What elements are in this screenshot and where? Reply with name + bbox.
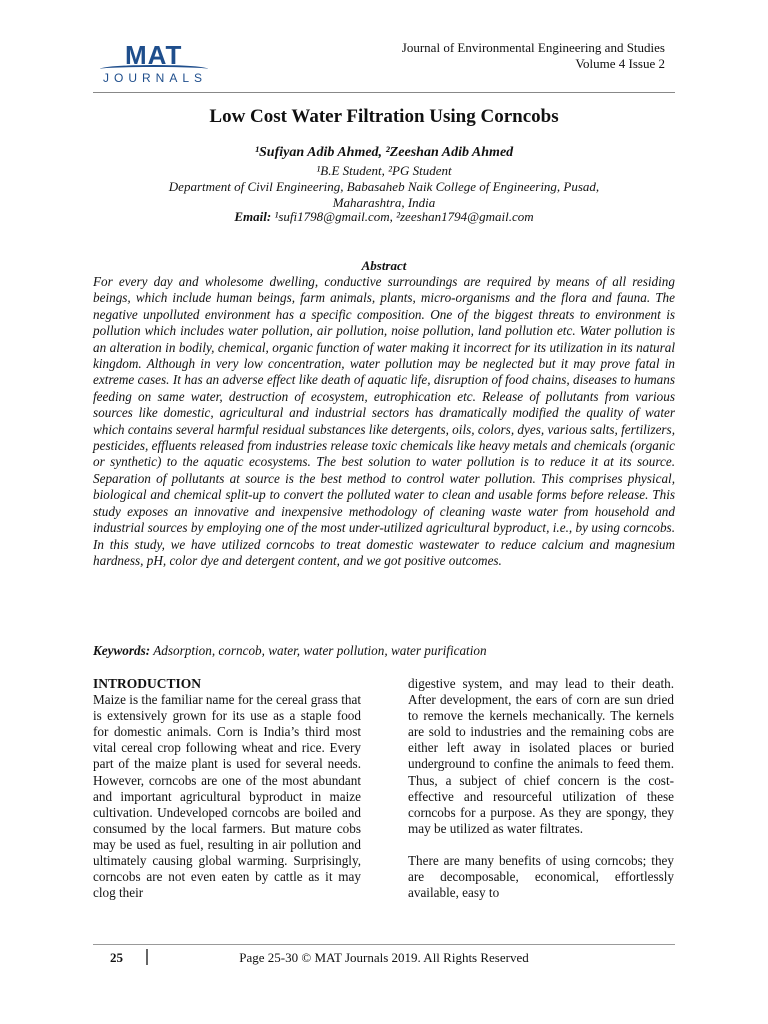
paper-title: Low Cost Water Filtration Using Corncobs xyxy=(209,106,559,127)
paper-authors: ¹Sufiyan Adib Ahmed, ²Zeeshan Adib Ahmed xyxy=(254,145,514,160)
intro-paragraph-3: There are many benefits of using corncobs; they are decomposable, economical, effortlessly available, easy to xyxy=(408,852,674,901)
email-value: ¹sufi1798@gmail.com, ²zeeshan1794@gmail.com xyxy=(271,209,534,224)
body-column-left xyxy=(93,676,361,901)
email-label: Email: xyxy=(234,209,272,224)
journal-logo-mat: MAT xyxy=(125,40,183,70)
email-line xyxy=(0,209,768,225)
section-heading-introduction: INTRODUCTION xyxy=(93,676,202,691)
page-number: 25 xyxy=(110,950,123,965)
journal-name: Journal of Environmental Engineering and Studies xyxy=(401,40,665,55)
affiliation-line-2: Maharashtra, India xyxy=(332,195,436,210)
footer-copyright: Page 25-30 © MAT Journals 2019. All Rights Reserved xyxy=(239,950,529,965)
journal-volume: Volume 4 Issue 2 xyxy=(575,56,665,71)
journal-logo-journals: JOURNALS xyxy=(103,71,208,85)
affiliation xyxy=(0,179,768,211)
abstract-heading: Abstract xyxy=(361,258,407,273)
intro-paragraph-2: digestive system, and may lead to their death. After development, the ears of corn are sun dried to remove the kernels mechanically. The kernels are sold to industries and the remaining cobs are either left away in isolated places or buried underground to confine the animals to feed them. Thus, a subject of chief concern is the cost-effective and resourceful utilization of these corncobs for a purpose. As they are spongy, they may be utilized as water filtrates. xyxy=(408,676,674,836)
keywords-value: Adsorption, corncob, water, water pollution, water purification xyxy=(150,643,487,658)
footer-divider xyxy=(93,944,675,945)
header-divider xyxy=(93,92,675,93)
abstract-text: For every day and wholesome dwelling, conductive surroundings are required by means of all residing beings, which include human beings, farm animals, plants, micro-organisms and the flora and fauna. The negative unpolluted environment has a specific composition. One of the biggest threats to environment is pollution which includes water pollution, air pollution, noise pollution, land pollution etc. Water pollution is an alteration in bodily, chemical, organic function of water making it incorrect for its utilization in its natural kingdom. Although in very low concentration, water pollution may be neglected but it may prove fatal in extreme cases. It has an adverse effect like death of aquatic life, disruption of food chains, diseases to humans feeding on same water, destruction of ecosystem, eutrophication etc. Release of pollutants from various sources like domestic, agricultural and industrial sectors has dramatically modified the quality of water which contains several harmful residual substances like detergents, oils, colors, dyes, various salts, fertilizers, pesticides, effluents released from industries release toxic chemicals like heavy metals and chemicals (organic or synthetic) to the aquatic ecosystems. The best solution to water pollution is to reduce it at its source. Separation of pollutants at source is the best method to control water pollution. This comprises physical, biological and chemical split-up to convert the polluted water to clean and usable forms before release. This study exposes an innovative and inexpensive methodology of cleaning waste water from household and industrial sources by employing one of the most under-utilized agricultural byproduct, i.e., by using corncobs. In this study, we have utilized corncobs to treat domestic wastewater to reduce calcium and magnesium hardness, pH, color dye and detergent content, and we got positive outcomes. xyxy=(93,274,675,568)
body-column-right xyxy=(408,676,674,901)
keywords-label: Keywords: xyxy=(93,643,151,658)
affiliation-line-1: Department of Civil Engineering, Babasaheb Naik College of Engineering, Pusad, xyxy=(168,179,600,194)
author-roles: ¹B.E Student, ²PG Student xyxy=(316,163,452,178)
intro-paragraph-1: Maize is the familiar name for the cereal grass that is extensively grown for its use as a staple food for domestic animals. Corn is India’s third most vital cereal crop following wheat and rice. Every part of the maize plant is used for several needs. However, corncobs are one of the most abundant and important agricultural byproduct in maize cultivation. Undeveloped corncobs are boiled and consumed by the local farmers. But mature cobs may be used as fuel, resulting in air pollution and ultimately causing global warming. Surprisingly, corncobs are not even eaten by cattle as it may clog their xyxy=(93,692,361,901)
keywords-line xyxy=(93,643,487,659)
